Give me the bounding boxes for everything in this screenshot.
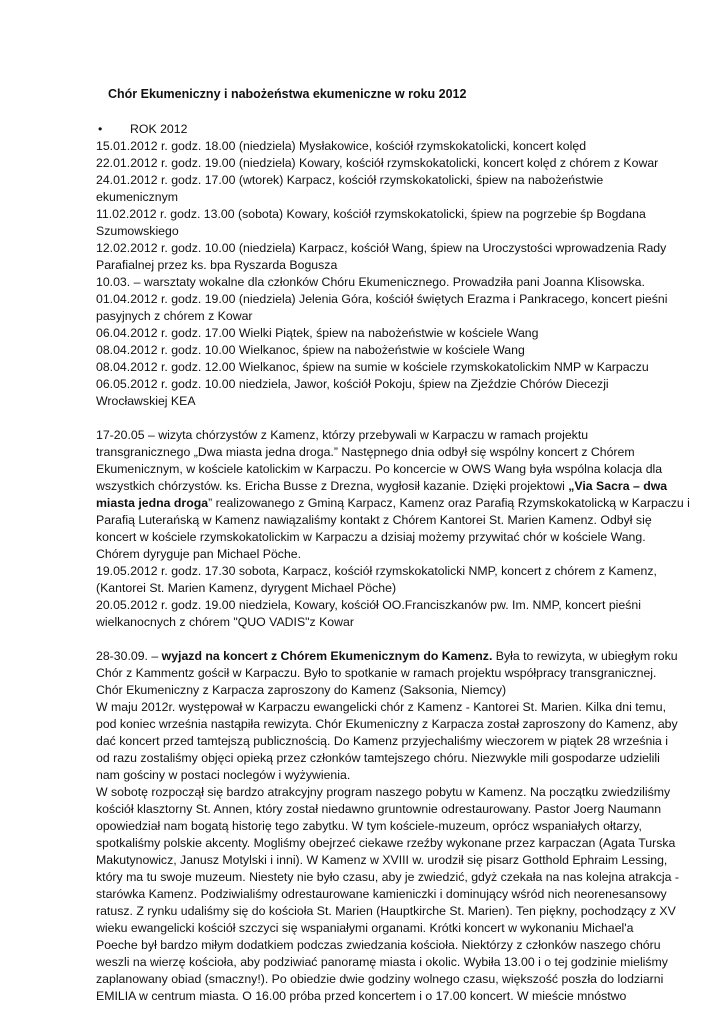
section-heading [96, 121, 686, 138]
text-line: nam gościny w postaci noclegów i wyżywienia. [96, 768, 351, 782]
text-line: ekumenicznym [96, 190, 179, 204]
text-line: 15.01.2012 r. godz. 18.00 (niedziela) Mysłakowice, kościół rzymskokatolicki, koncert kolęd [96, 139, 587, 153]
text-line: wielkanocnych z chórem "QUO VADIS"z Kowar [96, 615, 354, 629]
section-heading-label: ROK 2012 [130, 122, 188, 136]
text-line: 17-20.05 – wizyta chórzystów z Kamenz, którzy przebywali w Karpaczu w ramach projektu [96, 428, 589, 442]
text-line: 11.02.2012 r. godz. 13.00 (sobota) Kowary, kościół rzymskokatolicki, śpiew na pogrzebie śp Bogdana [96, 207, 646, 221]
text-line: Parafialnej przez ks. bpa Ryszarda Bogusza [96, 258, 338, 272]
text-line: od razu zostaliśmy objęci opieką przez członków tamtejszego chóru. Niezwykle mili gospodarze udzielili [96, 751, 660, 765]
text-line: Chórem dyryguje pan Michael Pöche. [96, 547, 302, 561]
text-line: ratusz. Z rynku udaliśmy się do kościoła St. Marien (Hauptkirche St. Marien). Ten piękny, pochodzący z XV [96, 904, 676, 918]
text-line: pasyjnych z chórem z Kowar [96, 309, 253, 323]
text-line: Ekumenicznym, w kościele katolickim w Karpaczu. Po koncercie w OWS Wang była wspólna kolacja dla [96, 462, 663, 476]
text-line: 08.04.2012 r. godz. 12.00 Wielkanoc, śpiew na sumie w kościele rzymskokatolickim NMP w Karpaczu [96, 360, 649, 374]
blank-line [96, 631, 686, 648]
text-line: zaplanowany obiad (smaczny!). Po obiedzie dwie godziny wolnego czasu, większość poszła do lodziarni [96, 972, 664, 986]
text-line: 01.04.2012 r. godz. 19.00 (niedziela) Jelenia Góra, kościół świętych Erazma i Pankracego, koncert pieśni [96, 292, 668, 306]
text-line: 24.01.2012 r. godz. 17.00 (wtorek) Karpacz, kościół rzymskokatolicki, śpiew na nabożeństwie [96, 173, 604, 187]
text-line: EMILIA w centrum miasta. O 16.00 próba przed koncertem i o 17.00 koncert. W mieście mnóstwo [96, 989, 627, 1003]
text-line: wieku ewangelicki kościół szczyci się wspaniałymi organami. Krótki koncert w wykonaniu Michael'a [96, 921, 634, 935]
text-line: Chór Ekumeniczny z Karpacza zaproszony do Kamenz (Saksonia, Niemcy) [96, 683, 507, 697]
text-line: który ma tu swoje muzeum. Niestety nie było czasu, aby je zwiedzić, gdyż czekała na nas kolejna atrakcja - [96, 870, 679, 884]
text-line: 28-30.09. – wyjazd na koncert z Chórem Ekumenicznym do Kamenz. Była to rewizyta, w ubiegłym roku [96, 649, 678, 663]
text-line: 10.03. – warsztaty wokalne dla członków Chóru Ekumenicznego. Prowadziła pani Joanna Klisowska. [96, 275, 645, 289]
text-line: Wrocławskiej KEA [96, 394, 196, 408]
text-line: W sobotę rozpoczął się bardzo atrakcyjny program naszego pobytu w Kamenz. Na początku zwiedziliśmy [96, 785, 671, 799]
text-line: 22.01.2012 r. godz. 19.00 (niedziela) Kowary, kościół rzymskokatolicki, koncert kolęd z chórem z Kowar [96, 156, 659, 170]
text-line: W maju 2012r. występował w Karpaczu ewangelicki chór z Kamenz - Kantorei St. Marien. Kilka dni temu, [96, 700, 667, 714]
text-line: Chór z Kammentz gościł w Karpaczu. Było to spotkanie w ramach projektu współpracy transgranicznej. [96, 666, 657, 680]
text-line: starówka Kamenz. Podziwialiśmy odrestaurowane kamieniczki i dominujący wśród nich neorenesansowy [96, 887, 667, 901]
text-line: Makutynowicz, Janusz Motylski i inni). W Kamenz w XVIII w. urodził się pisarz Gotthold Ephraim Lessing, [96, 853, 668, 867]
text-line: 06.05.2012 r. godz. 10.00 niedziela, Jawor, kościół Pokoju, śpiew na Zjeździe Chórów Diecezji [96, 377, 609, 391]
text-line: transgranicznego „Dwa miasta jedna droga.” Następnego dnia odbył się wspólny koncert z Chórem [96, 445, 635, 459]
bullet-icon: • [98, 122, 103, 136]
text-line: 20.05.2012 r. godz. 19.00 niedziela, Kowary, kościół OO.Franciszkanów pw. Im. NMP, koncert pieśni [96, 598, 641, 612]
bold-text: wyjazd na koncert z Chórem Ekumenicznym do Kamenz. [161, 649, 493, 663]
text-line: koncert w kościele rzymskokatolickim w Karpaczu a dzisiaj możemy przywitać chór w kościele Wang. [96, 530, 646, 544]
text-line: Parafią Luterańską w Kamenz nawiązaliśmy kontakt z Chórem Kantorei St. Marien Kamenz. Odbył się [96, 513, 652, 527]
text-line: 12.02.2012 r. godz. 10.00 (niedziela) Karpacz, kościół Wang, śpiew na Uroczystości wprowadzenia Rady [96, 241, 667, 255]
text-line: 19.05.2012 r. godz. 17.30 sobota, Karpacz, kościół rzymskokatolicki NMP, koncert z chórem z Kamenz, [96, 564, 657, 578]
text-line: miasta jedna droga” realizowanego z Gminą Karpacz, Kamenz oraz Parafią Rzymskokatolicką w Karpaczu i [96, 496, 690, 510]
text-line: weszli na wierzę kościoła, aby podziwiać panoramę miasta i okolic. Wybiła 13.00 i o tej godzinie mieliśmy [96, 955, 668, 969]
text-line: 08.04.2012 r. godz. 10.00 Wielkanoc, śpiew na nabożeństwie w kościele Wang [96, 343, 525, 357]
text-line: pod koniec września nastąpiła rewizyta. Chór Ekumeniczny z Karpacza został zaproszony do Kamenz, aby [96, 717, 678, 731]
text-line: Poeche był bardzo miłym dodatkiem podczas zwiedzania kościoła. Niektórzy z członków naszego chóru [96, 938, 661, 952]
document-title: Chór Ekumeniczny i nabożeństwa ekumeniczne w roku 2012 [108, 87, 467, 101]
text-line: (Kantorei St. Marien Kamenz, dyrygent Michael Pöche) [96, 581, 397, 595]
bold-text: „Via Sacra – dwa [568, 479, 668, 493]
text-line: dać koncert przed tamtejszą publicznością. Do Kamenz przyjechaliśmy wieczorem w piątek 28 września i [96, 734, 669, 748]
text-line: opowiedział nam bogatą historię tego zabytku. W tym kościele-muzeum, oprócz wspaniałych ołtarzy, [96, 819, 642, 833]
bold-text: miasta jedna droga [96, 496, 209, 510]
document-body [96, 121, 690, 1005]
blank-line [96, 410, 686, 427]
text-line: spotkaliśmy polskie akcenty. Mogliśmy obejrzeć ciekawe rzeźby wykonane przez karpaczan (Agata Turska [96, 836, 676, 850]
text-line: wszystkich chórzystów. ks. Ericha Busse z Drezna, wygłosił kazanie. Dzięki projektowi „Via Sacra – dwa [96, 479, 668, 493]
text-line: Szumowskiego [96, 224, 179, 238]
text-line: kościół klasztorny St. Annen, który został niedawno gruntownie odrestaurowany. Pastor Joerg Naumann [96, 802, 662, 816]
text-line: 06.04.2012 r. godz. 17.00 Wielki Piątek, śpiew na nabożeństwie w kościele Wang [96, 326, 539, 340]
